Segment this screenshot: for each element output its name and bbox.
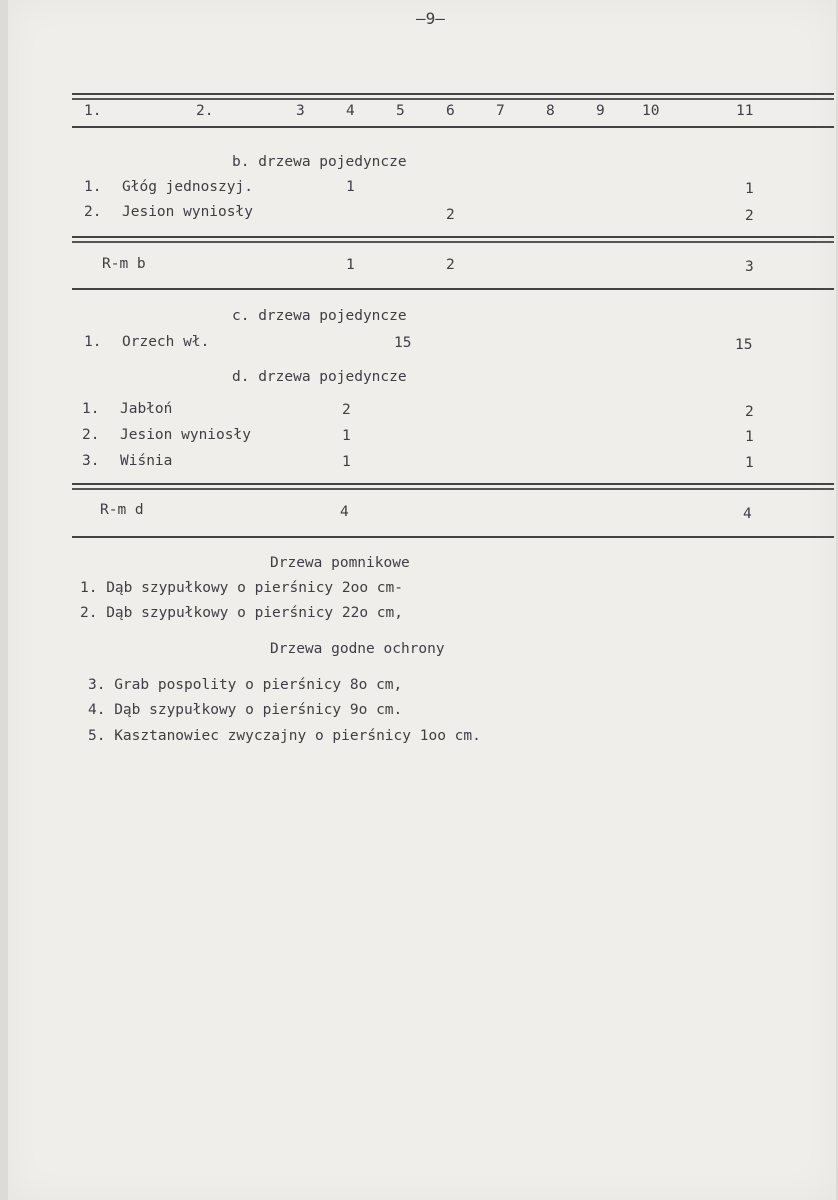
section-b-sum-col6: 2 — [446, 257, 455, 273]
row-b1-name: Głóg jednoszyj. — [122, 179, 253, 195]
protected-item-3: 3. Grab pospolity o pierśnicy 8o cm, — [88, 677, 403, 693]
monuments-title: Drzewa pomnikowe — [270, 555, 410, 571]
section-b-sum-bottom-rule — [72, 288, 834, 290]
section-b-title: b. drzewa pojedyncze — [232, 154, 407, 170]
row-d1-col11: 2 — [745, 404, 754, 420]
monument-item-1: 1. Dąb szypułkowy o pierśnicy 2oo cm- — [80, 580, 404, 596]
section-c-title: c. drzewa pojedyncze — [232, 308, 407, 324]
row-d2-name: Jesion wyniosły — [120, 427, 251, 443]
column-header-8: 8 — [546, 103, 555, 119]
row-b1-col4: 1 — [346, 179, 355, 195]
protected-item-5: 5. Kasztanowiec zwyczajny o pierśnicy 1oo cm. — [88, 728, 481, 744]
monument-item-2: 2. Dąb szypułkowy o pierśnicy 22o cm, — [80, 605, 404, 621]
row-d3-col11: 1 — [745, 455, 754, 471]
protected-title: Drzewa godne ochrony — [270, 641, 445, 657]
column-header-10: 10 — [642, 103, 660, 119]
row-b1-number: 1. — [84, 179, 102, 195]
row-d1-col4: 2 — [342, 402, 351, 418]
column-header-11: 11 — [736, 103, 754, 119]
section-b-sum-col11: 3 — [745, 259, 754, 275]
row-d2-number: 2. — [82, 427, 100, 443]
row-b2-col11: 2 — [745, 208, 754, 224]
row-d3-name: Wiśnia — [120, 453, 173, 469]
header-top-rule — [72, 93, 834, 95]
row-c1-name: Orzech wł. — [122, 334, 210, 350]
section-d-sum-col11: 4 — [743, 506, 752, 522]
column-header-9: 9 — [596, 103, 605, 119]
row-c1-col5: 15 — [394, 335, 412, 351]
section-b-sum-top-rule-2 — [72, 241, 834, 243]
column-header-2: 2. — [196, 103, 214, 119]
row-b2-name: Jesion wyniosły — [122, 204, 253, 220]
protected-item-4: 4. Dąb szypułkowy o pierśnicy 9o cm. — [88, 702, 403, 718]
row-c1-col11: 15 — [735, 337, 753, 353]
row-b2-number: 2. — [84, 204, 102, 220]
row-c1-number: 1. — [84, 334, 102, 350]
column-header-6: 6 — [446, 103, 455, 119]
section-d-sum-top-rule-2 — [72, 488, 834, 490]
header-bottom-rule — [72, 126, 834, 128]
section-d-sum-label: R-m d — [100, 502, 144, 518]
section-b-sum-top-rule — [72, 236, 834, 238]
header-top-rule-2 — [72, 98, 834, 100]
column-header-1: 1. — [84, 103, 102, 119]
row-d2-col11: 1 — [745, 429, 754, 445]
section-b-sum-col4: 1 — [346, 257, 355, 273]
section-d-sum-top-rule — [72, 483, 834, 485]
column-header-5: 5 — [396, 103, 405, 119]
row-d1-name: Jabłoń — [120, 401, 173, 417]
section-d-title: d. drzewa pojedyncze — [232, 369, 407, 385]
column-header-3: 3 — [296, 103, 305, 119]
page-number: —9— — [416, 9, 445, 28]
section-b-sum-label: R-m b — [102, 256, 146, 272]
section-d-sum-col4: 4 — [340, 504, 349, 520]
row-d2-col4: 1 — [342, 428, 351, 444]
row-b2-col6: 2 — [446, 207, 455, 223]
row-d3-number: 3. — [82, 453, 100, 469]
column-header-7: 7 — [496, 103, 505, 119]
column-header-4: 4 — [346, 103, 355, 119]
row-d1-number: 1. — [82, 401, 100, 417]
section-d-sum-bottom-rule — [72, 536, 834, 538]
row-b1-col11: 1 — [745, 181, 754, 197]
row-d3-col4: 1 — [342, 454, 351, 470]
